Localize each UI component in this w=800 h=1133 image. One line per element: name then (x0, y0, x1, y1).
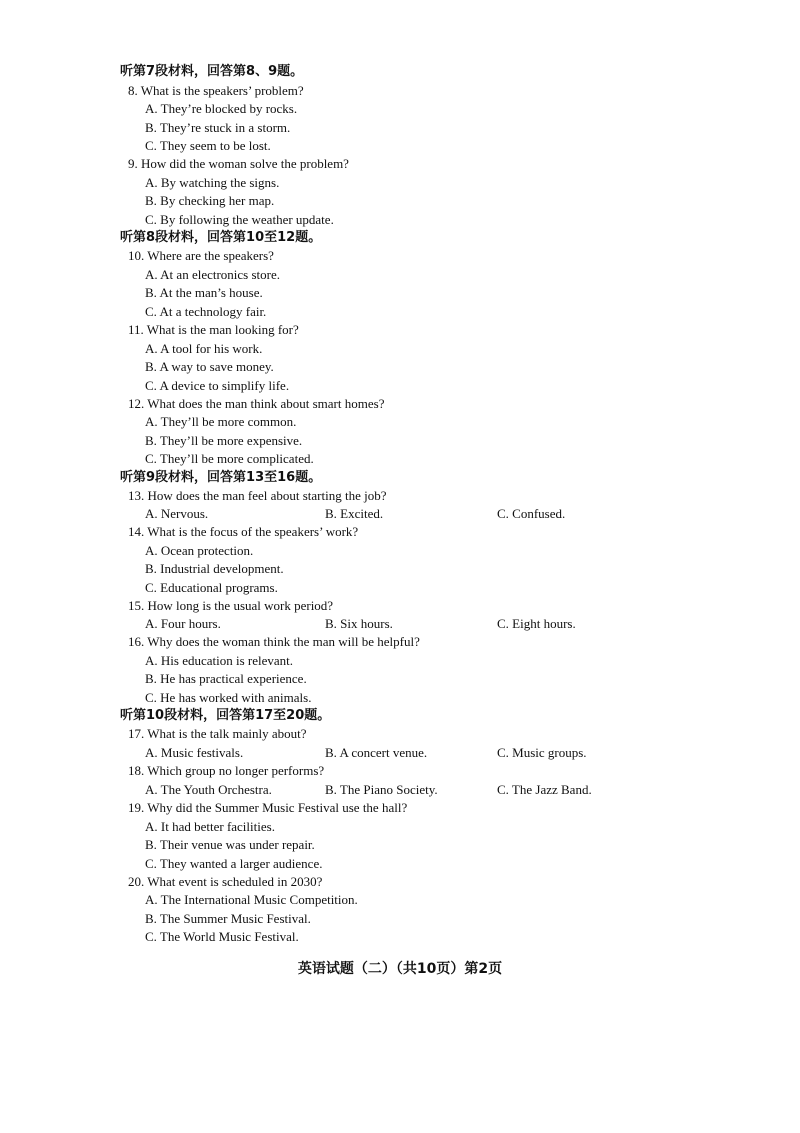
option-20b: B. The Summer Music Festival. (145, 911, 311, 926)
question-15: 15. How long is the usual work period? (128, 598, 334, 613)
section-heading: 听第10段材料，回答第17至20题。 (120, 708, 331, 723)
option-10a: A. At an electronics store. (145, 267, 281, 282)
option-9c: C. By following the weather update. (145, 212, 334, 227)
option-9a: A. By watching the signs. (145, 175, 280, 190)
question-8: 8. What is the speakers’ problem? (128, 83, 304, 98)
question-9: 9. How did the woman solve the problem? (128, 156, 349, 171)
question-16: 16. Why does the woman think the man will be helpful? (128, 634, 420, 649)
option-13a: A. Nervous. (145, 506, 209, 521)
option-20c: C. The World Music Festival. (145, 929, 299, 944)
question-20: 20. What event is scheduled in 2030? (128, 874, 323, 889)
option-12b: B. They’ll be more expensive. (145, 433, 303, 448)
option-8b: B. They’re stuck in a storm. (145, 120, 291, 135)
section-heading: 听第9段材料，回答第13至16题。 (120, 470, 322, 485)
option-11a: A. A tool for his work. (145, 341, 263, 356)
option-20a: A. The International Music Competition. (145, 892, 358, 907)
option-8a: A. They’re blocked by rocks. (145, 101, 298, 116)
option-14c: C. Educational programs. (145, 580, 278, 595)
option-16c: C. He has worked with animals. (145, 690, 312, 705)
option-11c: C. A device to simplify life. (145, 378, 290, 393)
question-14: 14. What is the focus of the speakers’ work? (128, 524, 359, 539)
option-10c: C. At a technology fair. (145, 304, 267, 319)
section-heading: 听第8段材料，回答第10至12题。 (120, 230, 322, 245)
option-18b: B. The Piano Society. (325, 782, 438, 797)
option-16b: B. He has practical experience. (145, 671, 307, 686)
option-11b: B. A way to save money. (145, 359, 274, 374)
question-19: 19. Why did the Summer Music Festival use the hall? (128, 800, 408, 815)
option-19c: C. They wanted a larger audience. (145, 856, 323, 871)
option-17b: B. A concert venue. (325, 745, 428, 760)
question-17: 17. What is the talk mainly about? (128, 726, 307, 741)
option-10b: B. At the man’s house. (145, 285, 263, 300)
option-15a: A. Four hours. (145, 616, 221, 631)
question-18: 18. Which group no longer performs? (128, 763, 325, 778)
option-19a: A. It had better facilities. (145, 819, 275, 834)
question-13: 13. How does the man feel about starting the job? (128, 488, 387, 503)
option-12c: C. They’ll be more complicated. (145, 451, 314, 466)
option-13c: C. Confused. (497, 506, 566, 521)
option-19b: B. Their venue was under repair. (145, 837, 315, 852)
option-9b: B. By checking her map. (145, 193, 275, 208)
option-13b: B. Excited. (325, 506, 384, 521)
option-18c: C. The Jazz Band. (497, 782, 592, 797)
option-14b: B. Industrial development. (145, 561, 284, 576)
option-16a: A. His education is relevant. (145, 653, 294, 668)
option-17c: C. Music groups. (497, 745, 587, 760)
section-heading: 听第7段材料，回答第8、9题。 (120, 64, 304, 79)
option-12a: A. They’ll be more common. (145, 414, 297, 429)
question-10: 10. Where are the speakers? (128, 248, 274, 263)
question-11: 11. What is the man looking for? (128, 322, 299, 337)
option-8c: C. They seem to be lost. (145, 138, 271, 153)
option-17a: A. Music festivals. (145, 745, 244, 760)
page-footer: 英语试题（二）（共10页）第2页 (297, 961, 503, 977)
option-18a: A. The Youth Orchestra. (145, 782, 272, 797)
option-15c: C. Eight hours. (497, 616, 576, 631)
question-12: 12. What does the man think about smart homes? (128, 396, 385, 411)
option-14a: A. Ocean protection. (145, 543, 254, 558)
option-15b: B. Six hours. (325, 616, 393, 631)
